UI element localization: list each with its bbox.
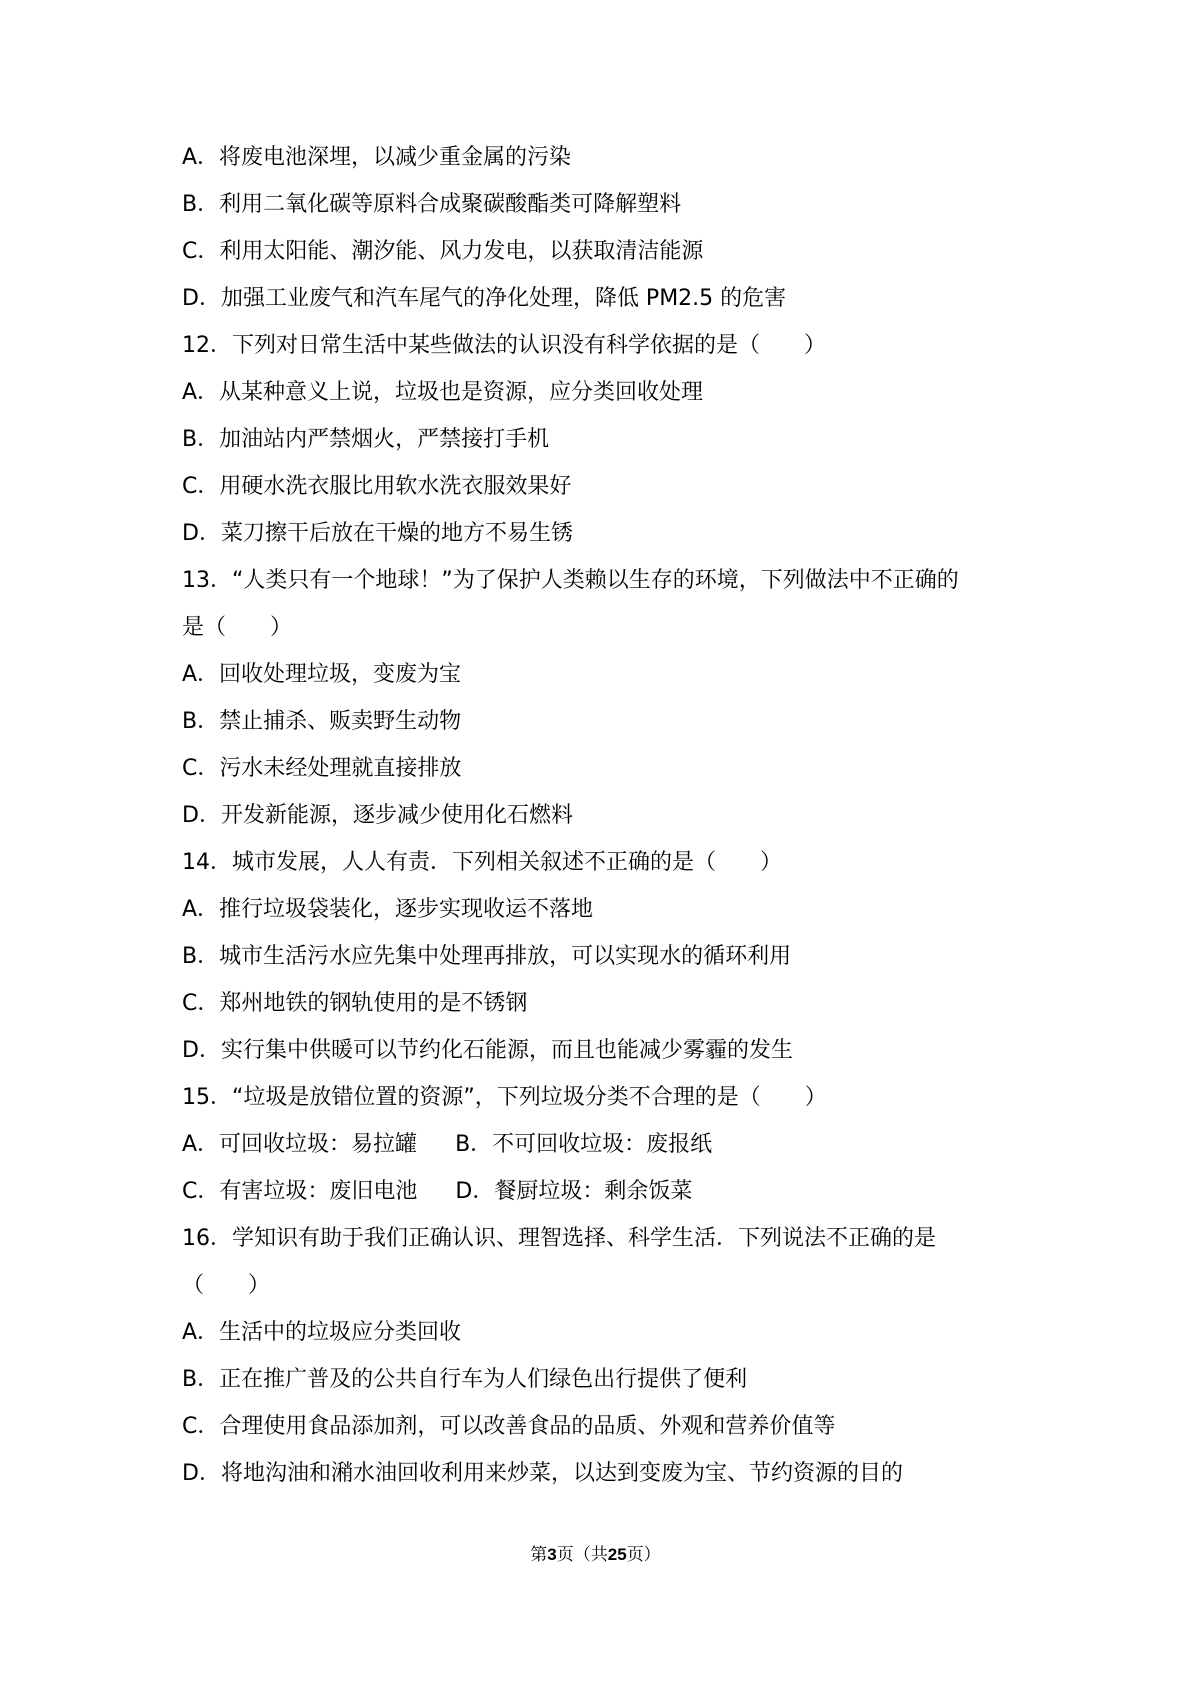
q13-stem-line2: 是（ ） <box>182 615 293 640</box>
q15-option-a: A．可回收垃圾：易拉罐 <box>182 1132 418 1157</box>
footer-middle: 页（共 <box>556 1545 608 1565</box>
q14-option-b: B．城市生活污水应先集中处理再排放，可以实现水的循环利用 <box>182 944 792 969</box>
prev-option-d: D．加强工业废气和汽车尾气的净化处理，降低 PM2.5 的危害 <box>182 286 787 311</box>
q15-stem: 15．“垃圾是放错位置的资源”，下列垃圾分类不合理的是（ ） <box>182 1085 827 1110</box>
q13-option-a: A．回收处理垃圾，变废为宝 <box>182 662 462 687</box>
q15-options-row2 <box>182 1180 1042 1204</box>
prev-option-b: B．利用二氧化碳等原料合成聚碳酸酯类可降解塑料 <box>182 192 682 217</box>
q14-option-c: C．郑州地铁的钢轨使用的是不锈钢 <box>182 991 528 1016</box>
q16-option-b: B．正在推广普及的公共自行车为人们绿色出行提供了便利 <box>182 1367 748 1392</box>
footer-page-number: 3 <box>547 1545 557 1564</box>
q16-stem-line2: （ ） <box>182 1273 271 1298</box>
q13-option-b: B．禁止捕杀、贩卖野生动物 <box>182 709 462 734</box>
q13-option-d: D．开发新能源，逐步减少使用化石燃料 <box>182 803 573 828</box>
q13-stem-line1: 13．“人类只有一个地球！”为了保护人类赖以生存的环境，下列做法中不正确的 <box>182 568 959 593</box>
prev-option-c: C．利用太阳能、潮汐能、风力发电，以获取清洁能源 <box>182 239 704 264</box>
q16-option-a: A．生活中的垃圾应分类回收 <box>182 1320 462 1345</box>
q16-option-d: D．将地沟油和潲水油回收利用来炒菜，以达到变废为宝、节约资源的目的 <box>182 1461 903 1486</box>
page-footer <box>0 1545 1191 1565</box>
q15-options-row1 <box>182 1133 1042 1157</box>
q13-option-c: C．污水未经处理就直接排放 <box>182 756 462 781</box>
footer-suffix: 页） <box>626 1545 661 1565</box>
q14-option-d: D．实行集中供暖可以节约化石能源，而且也能减少雾霾的发生 <box>182 1038 793 1063</box>
q12-stem: 12．下列对日常生活中某些做法的认识没有科学依据的是（ ） <box>182 333 826 358</box>
exam-page-content <box>182 146 1042 1509</box>
q12-option-c: C．用硬水洗衣服比用软水洗衣服效果好 <box>182 474 572 499</box>
q12-option-d: D．菜刀擦干后放在干燥的地方不易生锈 <box>182 521 573 546</box>
q16-stem-line1: 16．学知识有助于我们正确认识、理智选择、科学生活．下列说法不正确的是 <box>182 1226 936 1251</box>
q14-option-a: A．推行垃圾袋装化，逐步实现收运不落地 <box>182 897 594 922</box>
q15-option-c: C．有害垃圾：废旧电池 <box>182 1179 418 1204</box>
q16-option-c: C．合理使用食品添加剂，可以改善食品的品质、外观和营养价值等 <box>182 1414 836 1439</box>
q15-option-d: D．餐厨垃圾：剩余饭菜 <box>455 1179 693 1204</box>
q15-option-b: B．不可回收垃圾：废报纸 <box>455 1132 713 1157</box>
footer-total-pages: 25 <box>607 1545 627 1564</box>
q14-stem: 14．城市发展，人人有责．下列相关叙述不正确的是（ ） <box>182 850 782 875</box>
q12-option-b: B．加油站内严禁烟火，严禁接打手机 <box>182 427 550 452</box>
q12-option-a: A．从某种意义上说，垃圾也是资源，应分类回收处理 <box>182 380 704 405</box>
prev-option-a: A．将废电池深埋，以减少重金属的污染 <box>182 145 572 170</box>
footer-prefix: 第 <box>530 1545 548 1565</box>
